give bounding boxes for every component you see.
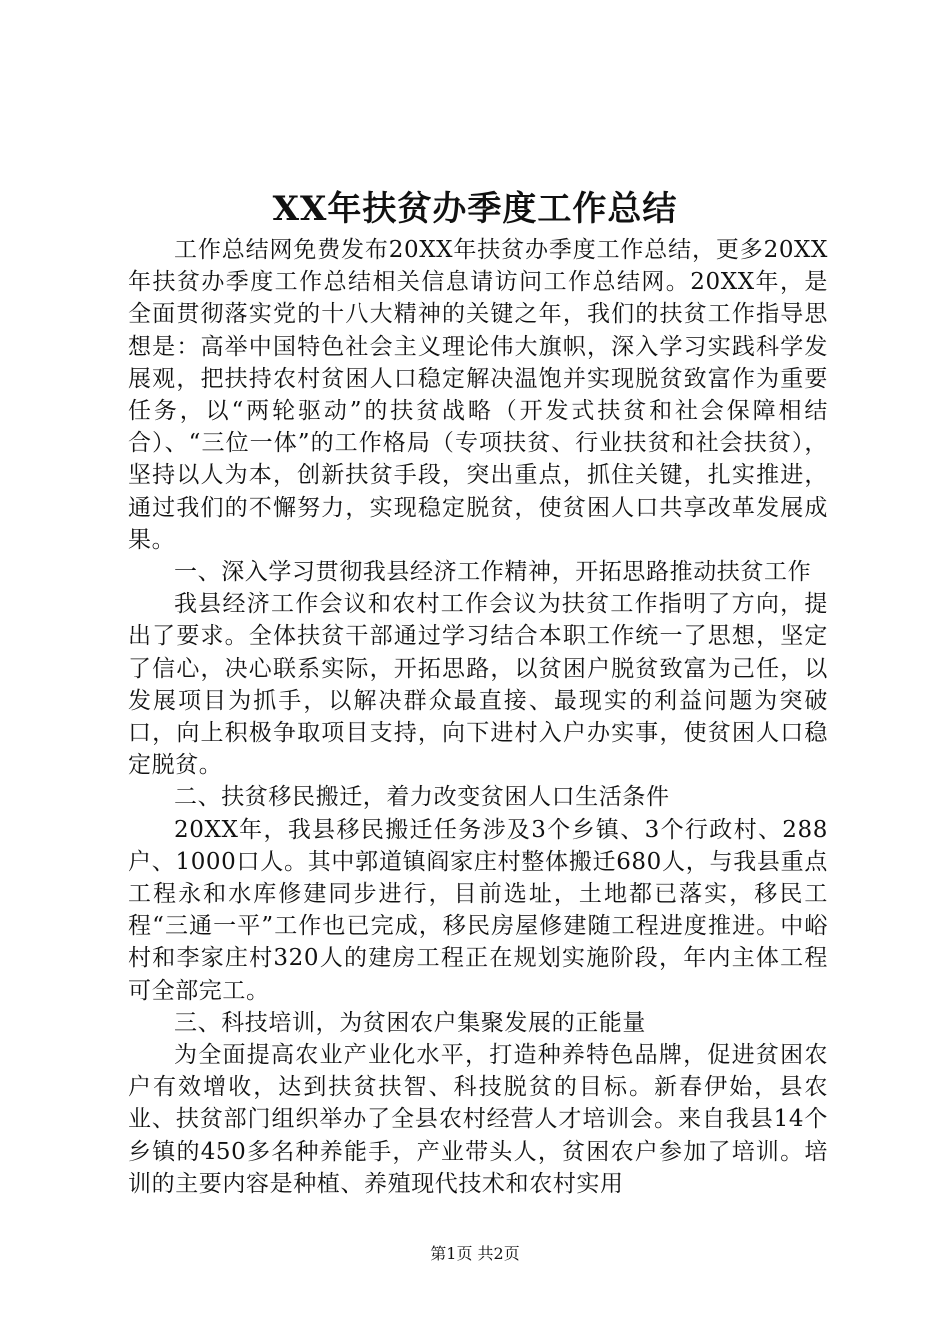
page-number-footer: 第1页 共2页 (430, 1244, 520, 1263)
intro-paragraph: 工作总结网免费发布20XX年扶贫办季度工作总结，更多20XX年扶贫办季度工作总结相关信息请访问工作总结网。20XX年，是全面贯彻落实党的十八大精神的关键之年，我们的扶贫工作指导思想是：高举中国特色社会主义理论伟大旗帜，深入学习实践科学发展观，把扶持农村贫困人口稳定解决温饱并实现脱贫致富作为重要任务，以“两轮驱动”的扶贫战略（开发式扶贫和社会保障相结合）、“三位一体”的工作格局（专项扶贫、行业扶贫和社会扶贫），坚持以人为本，创新扶贫手段，突出重点，抓住关键，扎实推进，通过我们的不懈努力，实现稳定脱贫，使贫困人口共享改革发展成果。 (128, 237, 828, 553)
section-heading-1: 一、深入学习贯彻我县经济工作精神，开拓思路推动扶贫工作 (174, 559, 812, 586)
document-title: XX年扶贫办季度工作总结 (272, 189, 678, 229)
section-heading-3: 三、科技培训，为贫困农户集聚发展的正能量 (174, 1009, 646, 1036)
section-3-paragraph: 为全面提高农业产业化水平，打造种养特色品牌，促进贫困农户有效增收，达到扶贫扶智、科技脱贫的目标。新春伊始，县农业、扶贫部门组织举办了全县农村经营人才培训会。来自我县14个乡镇的450多名种养能手，产业带头人，贫困农户参加了培训。培训的主要内容是种植、养殖现代技术和农村实用 (128, 1042, 828, 1197)
section-heading-2: 二、扶贫移民搬迁，着力改变贫困人口生活条件 (174, 784, 670, 811)
document-body (128, 234, 828, 1200)
section-1-paragraph: 我县经济工作会议和农村工作会议为扶贫工作指明了方向，提出了要求。全体扶贫干部通过学习结合本职工作统一了思想，坚定了信心，决心联系实际，开拓思路，以贫困户脱贫致富为己任，以发展项目为抓手，以解决群众最直接、最现实的利益问题为突破口，向上积极争取项目支持，向下进村入户办实事，使贫困人口稳定脱贫。 (128, 591, 828, 779)
section-2-paragraph: 20XX年，我县移民搬迁任务涉及3个乡镇、3个行政村、288户、1000口人。其中郭道镇阎家庄村整体搬迁680人，与我县重点工程永和水库修建同步进行，目前选址，土地都已落实，移民工程“三通一平”工作也已完成，移民房屋修建随工程进度推进。中峪村和李家庄村320人的建房工程正在规划实施阶段，年内主体工程可全部完工。 (128, 816, 828, 1004)
